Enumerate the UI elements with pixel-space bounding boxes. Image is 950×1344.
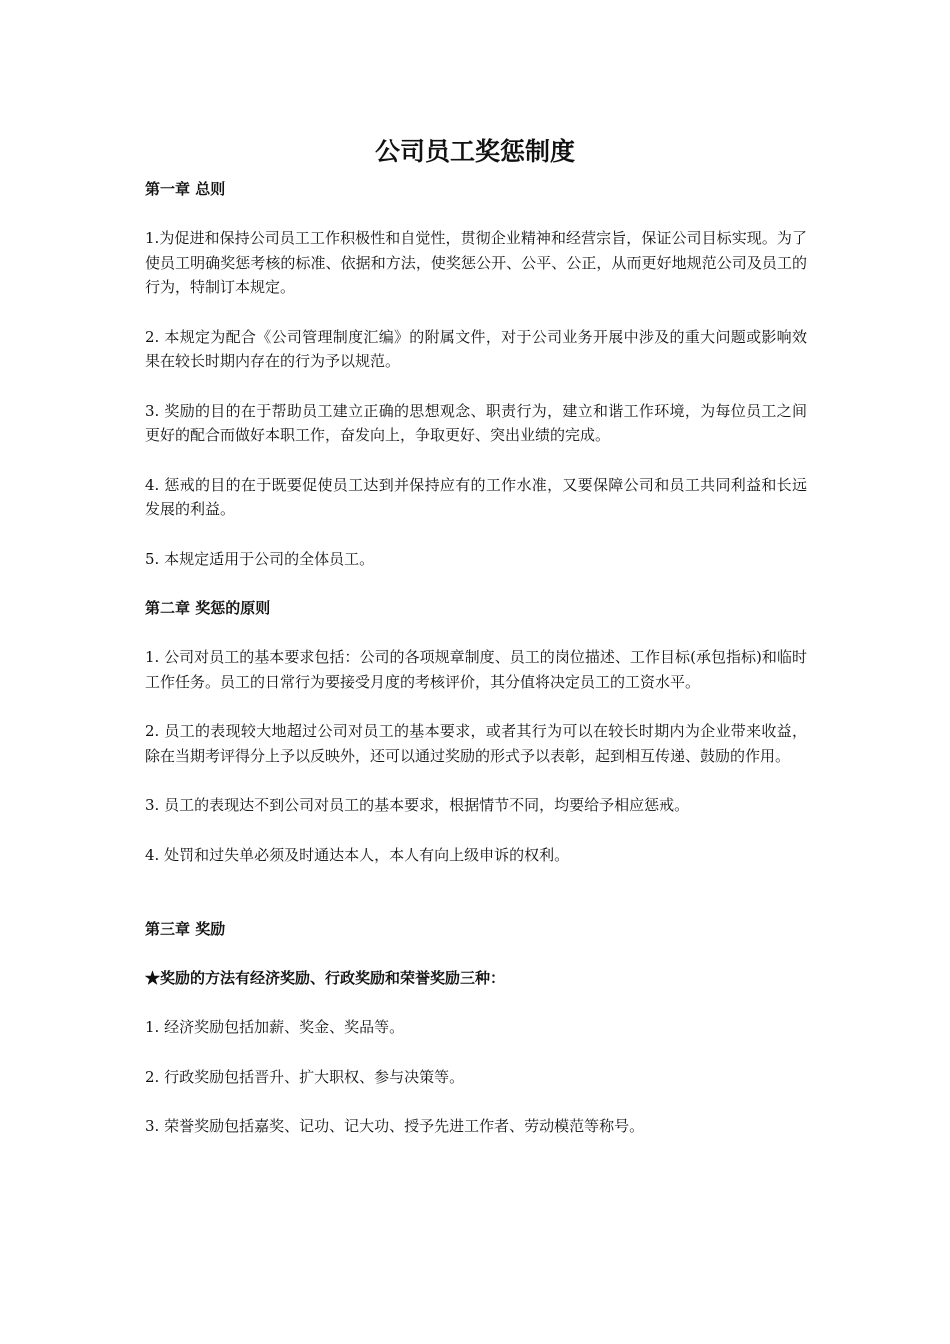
- paragraph: 4. 惩戒的目的在于既要促使员工达到并保持应有的工作水准，又要保障公司和员工共同利益和长远发展的利益。: [145, 475, 807, 518]
- document-body: [145, 177, 807, 1164]
- chapter-heading: 第二章 奖惩的原则: [145, 599, 271, 617]
- paragraph: 1. 公司对员工的基本要求包括：公司的各项规章制度、员工的岗位描述、工作目标(承包指标)和临时工作任务。员工的日常行为要接受月度的考核评价，其分值将决定员工的工资水平。: [145, 648, 807, 691]
- paragraph: 3. 荣誉奖励包括嘉奖、记功、记大功、授予先进工作者、劳动模范等称号。: [145, 1117, 645, 1135]
- paragraph: 1.为促进和保持公司员工工作积极性和自觉性，贯彻企业精神和经营宗旨，保证公司目标实现。为了使员工明确奖惩考核的标准、依据和方法，使奖惩公开、公平、公正，从而更好地规范公司及员工的行为，特制订本规定。: [145, 229, 807, 296]
- section-subheading: ★奖励的方法有经济奖励、行政奖励和荣誉奖励三种：: [145, 969, 506, 987]
- paragraph: 1. 经济奖励包括加薪、奖金、奖品等。: [145, 1018, 405, 1036]
- paragraph: 2. 员工的表现较大地超过公司对员工的基本要求，或者其行为可以在较长时期内为企业带来收益，除在当期考评得分上予以反映外，还可以通过奖励的形式予以表彰，起到相互传递、鼓励的作用。: [145, 722, 807, 765]
- document-title: 公司员工奖惩制度: [374, 137, 575, 166]
- paragraph: 4. 处罚和过失单必须及时通达本人，本人有向上级申诉的权利。: [145, 845, 570, 864]
- paragraph: 2. 行政奖励包括晋升、扩大职权、参与决策等。: [145, 1067, 465, 1086]
- chapter-heading: 第三章 奖励: [145, 920, 226, 938]
- paragraph: 5. 本规定适用于公司的全体员工。: [145, 549, 375, 568]
- chapter-heading: 第一章 总则: [145, 180, 226, 198]
- paragraph: 3. 奖励的目的在于帮助员工建立正确的思想观念、职责行为，建立和谐工作环境，为每位员工之间更好的配合而做好本职工作，奋发向上，争取更好、突出业绩的完成。: [145, 401, 807, 444]
- paragraph: 2. 本规定为配合《公司管理制度汇编》的附属文件，对于公司业务开展中涉及的重大问题或影响效果在较长时期内存在的行为予以规范。: [145, 327, 807, 370]
- paragraph: 3. 员工的表现达不到公司对员工的基本要求，根据情节不同，均要给予相应惩戒。: [145, 796, 690, 814]
